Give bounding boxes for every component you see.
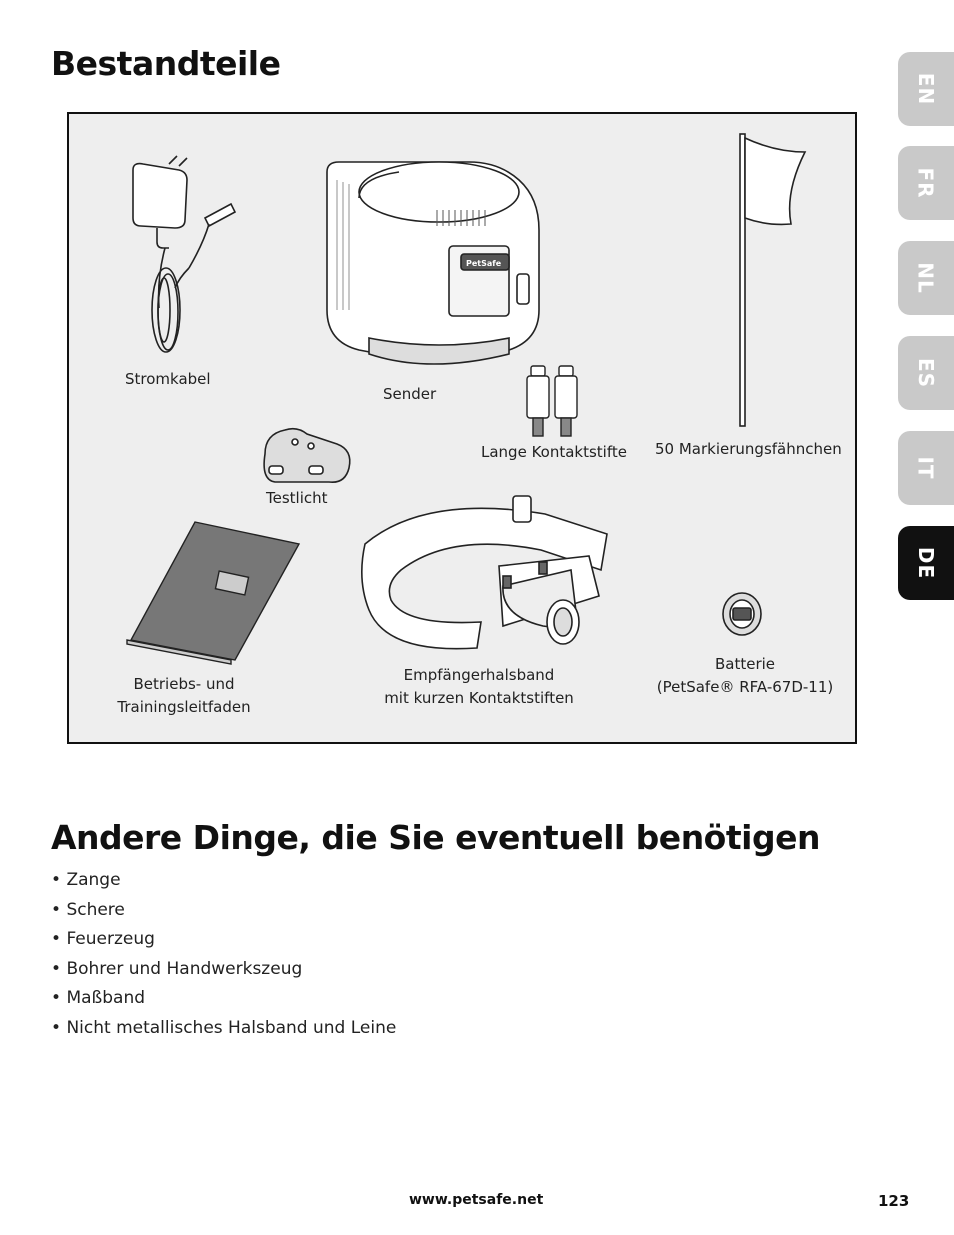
- label-power-cord: Stromkabel: [125, 370, 211, 388]
- power-adapter-icon: [133, 156, 235, 352]
- components-illustration: [69, 114, 855, 742]
- battery-icon: [723, 593, 761, 635]
- section-title-components: Bestandteile: [51, 44, 281, 83]
- label-collar-line2: mit kurzen Kontaktstiften: [384, 689, 574, 707]
- tab-label: EN: [914, 72, 938, 106]
- page-number: 123: [878, 1192, 910, 1210]
- flag-icon: [740, 134, 805, 426]
- label-flags: 50 Markierungsfähnchen: [655, 440, 842, 458]
- list-item: • Zange: [51, 866, 396, 896]
- label-manual-line2: Trainingsleitfaden: [117, 698, 251, 716]
- tab-fr[interactable]: [898, 146, 954, 220]
- tab-label: DE: [913, 546, 938, 580]
- tab-label: ES: [913, 357, 938, 389]
- components-illustration-box: [67, 112, 857, 744]
- label-manual: [109, 673, 259, 719]
- tab-label: NL: [913, 262, 938, 294]
- tab-es[interactable]: [898, 336, 954, 410]
- tab-nl[interactable]: [898, 241, 954, 315]
- tab-de[interactable]: [898, 526, 954, 600]
- label-battery-line1: Batterie: [714, 655, 776, 673]
- list-item: • Maßband: [51, 984, 396, 1014]
- label-manual-line1: Betriebs- und: [133, 675, 235, 693]
- transmitter-icon: [327, 162, 539, 364]
- tab-en[interactable]: [898, 52, 954, 126]
- label-long-contacts: Lange Kontaktstifte: [481, 443, 627, 461]
- needs-list: [51, 866, 396, 1044]
- manual-icon: [127, 522, 299, 664]
- tab-label: IT: [914, 456, 938, 480]
- footer-url[interactable]: www.petsafe.net: [409, 1192, 544, 1208]
- collar-icon: [362, 496, 607, 649]
- label-battery: [649, 653, 841, 699]
- list-item: • Feuerzeug: [51, 925, 396, 955]
- label-transmitter: Sender: [383, 385, 437, 403]
- list-item: • Schere: [51, 896, 396, 926]
- section-title-other-things: Andere Dinge, die Sie eventuell benötigen: [51, 818, 820, 857]
- tab-it[interactable]: [898, 431, 954, 505]
- test-light-icon: [264, 429, 350, 483]
- transmitter-logo: PetSafe: [466, 259, 502, 268]
- list-item: • Bohrer und Handwerkszeug: [51, 955, 396, 985]
- list-item: • Nicht metallisches Halsband und Leine: [51, 1014, 396, 1044]
- label-collar: [369, 664, 589, 710]
- label-test-light: Testlicht: [266, 489, 328, 507]
- label-battery-line2: (PetSafe® RFA-67D-11): [656, 678, 834, 696]
- label-collar-line1: Empfängerhalsband: [403, 666, 555, 684]
- long-contacts-icon: [527, 366, 577, 436]
- tab-label: FR: [914, 167, 938, 199]
